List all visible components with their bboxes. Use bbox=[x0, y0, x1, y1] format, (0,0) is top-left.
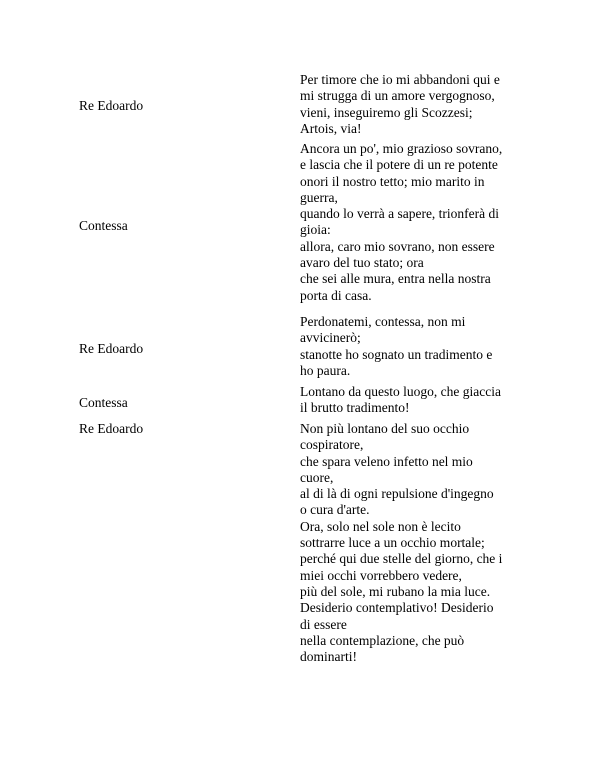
dialogue-line: sottrarre luce a un occhio mortale; bbox=[300, 535, 485, 551]
speaker-name: Contessa bbox=[79, 218, 128, 233]
dialogue-line: Ancora un po', mio grazioso sovrano, bbox=[300, 141, 503, 156]
dialogue-line: stanotte ho sognato un tradimento e bbox=[300, 346, 493, 362]
dialogue-line: porta di casa. bbox=[300, 287, 372, 303]
dialogue-line: Perdonatemi, contessa, non mi bbox=[300, 314, 466, 329]
dialogue-line: o cura d'arte. bbox=[300, 502, 370, 518]
dialogue-line: di essere bbox=[300, 616, 347, 632]
speaker-name: Re Edoardo bbox=[79, 98, 144, 113]
dialogue-line: guerra, bbox=[300, 189, 338, 205]
dialogue-line: nella contemplazione, che può bbox=[300, 632, 465, 648]
dialogue-line: quando lo verrà a sapere, trionferà di bbox=[300, 206, 500, 222]
dialogue-block bbox=[0, 421, 600, 671]
dialogue-line: Lontano da questo luogo, che giaccia bbox=[300, 384, 501, 399]
dialogue-line: Ora, solo nel sole non è lecito bbox=[300, 518, 461, 534]
dialogue-lines bbox=[300, 141, 540, 304]
dialogue-lines bbox=[300, 314, 540, 379]
dialogue-lines bbox=[300, 421, 540, 665]
dialogue-line: avaro del tuo stato; ora bbox=[300, 255, 424, 271]
dialogue-line: gioia: bbox=[300, 222, 331, 238]
dialogue-line: cuore, bbox=[300, 469, 334, 485]
dialogue-line: Non più lontano del suo occhio bbox=[300, 421, 470, 436]
dialogue-block bbox=[0, 72, 600, 138]
dialogue-line: il brutto tradimento! bbox=[300, 400, 410, 416]
dialogue-line: ho paura. bbox=[300, 362, 351, 378]
dialogue-line: miei occhi vorrebbero vedere, bbox=[300, 567, 462, 583]
dialogue-block bbox=[0, 314, 600, 380]
dialogue-line: che sei alle mura, entra nella nostra bbox=[300, 271, 491, 287]
dialogue-line: al di là di ogni repulsione d'ingegno bbox=[300, 486, 494, 502]
speaker-name: Contessa bbox=[79, 395, 128, 410]
dialogue-line: cospiratore, bbox=[300, 437, 364, 453]
speaker-name: Re Edoardo bbox=[79, 341, 144, 356]
dialogue-line: Desiderio contemplativo! Desiderio bbox=[300, 600, 494, 616]
speaker-name: Re Edoardo bbox=[79, 421, 144, 436]
dialogue-block bbox=[0, 384, 600, 417]
dialogue-line: Artois, via! bbox=[300, 120, 362, 136]
dialogue-line: e lascia che il potere di un re potente bbox=[300, 157, 498, 173]
dialogue-line: onori il nostro tetto; mio marito in bbox=[300, 173, 485, 189]
dialogue-line: vieni, inseguiremo gli Scozzesi; bbox=[300, 104, 473, 120]
dialogue-lines bbox=[300, 384, 540, 417]
dialogue-line: Per timore che io mi abbandoni qui e bbox=[300, 72, 500, 87]
dialogue-line: che spara veleno infetto nel mio bbox=[300, 453, 473, 469]
dialogue-line: più del sole, mi rubano la mia luce. bbox=[300, 583, 491, 599]
dialogue-line: mi strugga di un amore vergognoso, bbox=[300, 88, 495, 104]
dialogue-line: perché qui due stelle del giorno, che i bbox=[300, 551, 503, 567]
dialogue-lines bbox=[300, 72, 540, 137]
dialogue-line: allora, caro mio sovrano, non essere bbox=[300, 238, 495, 254]
dialogue-line: dominarti! bbox=[300, 649, 357, 665]
dialogue-block bbox=[0, 141, 600, 311]
dialogue-line: avvicinerò; bbox=[300, 330, 361, 346]
